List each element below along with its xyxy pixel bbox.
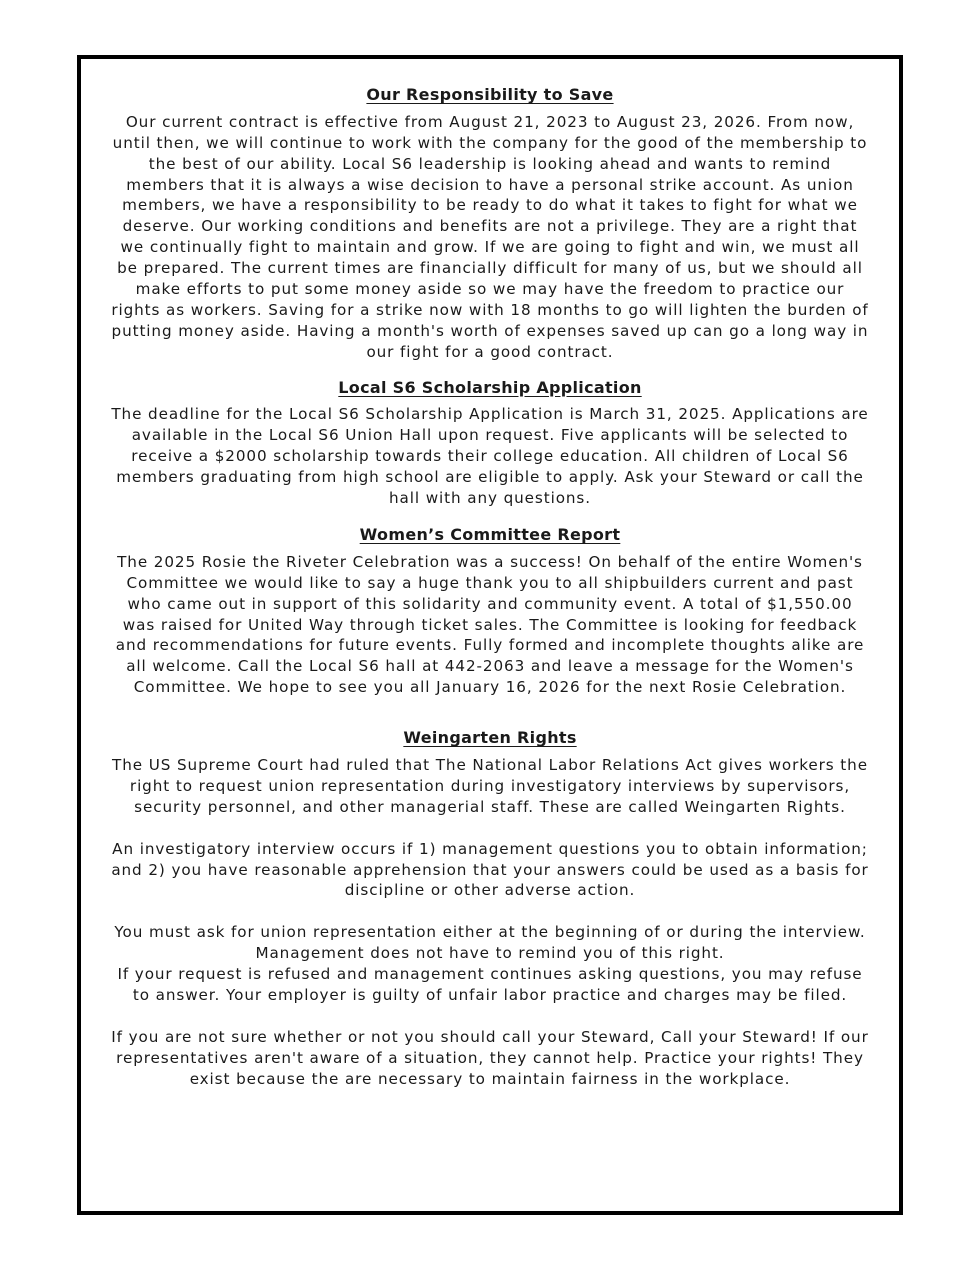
weingarten-paragraph-2: An investigatory interview occurs if 1) management questions you to obtain information; and 2) you have reasonable apprehension that your answers could be used as a basis for discipline or other adverse action. — [111, 839, 869, 900]
section-heading: Weingarten Rights — [403, 728, 577, 748]
section-body: Our current contract is effective from August 21, 2023 to August 23, 2026. From now, until then, we will continue to work with the company for the good of the membership to the best of our ability. Local S6 leadership is looking ahead and wants to remind members that it is always a wise decision to have a personal strike account. As union members, we have a responsibility to be ready to do what it takes to fight for what we deserve. Our working conditions and benefits are not a privilege. They are a right that we continually fight to maintain and grow. If we are going to fight and win, we must all be prepared. The current times are financially difficult for many of us, but we should all make efforts to put some money aside so we may have the freedom to practice our rights as workers. Saving for a strike now with 18 months to go will lighten the burden of putting money aside. Having a month's worth of expenses saved up can go a long way in our fight for a good contract. — [111, 112, 869, 361]
section-responsibility-to-save — [109, 85, 871, 363]
weingarten-paragraph-1: The US Supreme Court had ruled that The National Labor Relations Act gives workers the right to request union representation during investigatory interviews by supervisors, security personnel, and other managerial staff. These are called Weingarten Rights. — [112, 755, 868, 816]
section-body: The 2025 Rosie the Riveter Celebration was a success! On behalf of the entire Women's Committee we would like to say a huge thank you to all shipbuilders current and past who came out in support of this solidarity and community event. A total of $1,550.00 was raised for United Way through ticket sales. The Committee is looking for feedback and recommendations for future events. Fully formed and incomplete thoughts alike are all welcome. Call the Local S6 hall at 442-2063 and leave a message for the Women's Committee. We hope to see you all January 16, 2026 for the next Rosie Celebration. — [115, 552, 865, 697]
weingarten-paragraph-4: If your request is refused and management continues asking questions, you may refuse to answer. Your employer is guilty of unfair labor practice and charges may be filed. — [117, 965, 863, 1005]
section-heading: Our Responsibility to Save — [366, 85, 614, 104]
section-heading: Women’s Committee Report — [359, 525, 621, 544]
weingarten-paragraph-3: You must ask for union representation either at the beginning of or during the interview. Management does not have to remind you of this right. — [114, 923, 866, 963]
section-body: The deadline for the Local S6 Scholarship Application is March 31, 2025. Applications are available in the Local S6 Union Hall upon request. Five applicants will be selected to receive a $2000 scholarship towards their college education. All children of Local S6 members graduating from high school are eligible to apply. Ask your Steward or call the hall with any questions. — [111, 405, 869, 508]
section-heading: Local S6 Scholarship Application — [338, 377, 642, 397]
weingarten-paragraph-5: If you are not sure whether or not you should call your Steward, Call your Steward! If our representatives aren't aware of a situation, they cannot help. Practice your rights! They exist because the are necessary to maintain fairness in the workplace. — [111, 1028, 869, 1088]
newsletter-page-border — [77, 55, 903, 1215]
section-womens-committee-report — [109, 525, 871, 698]
section-weingarten-rights — [109, 728, 871, 1090]
section-scholarship-application — [109, 378, 871, 509]
